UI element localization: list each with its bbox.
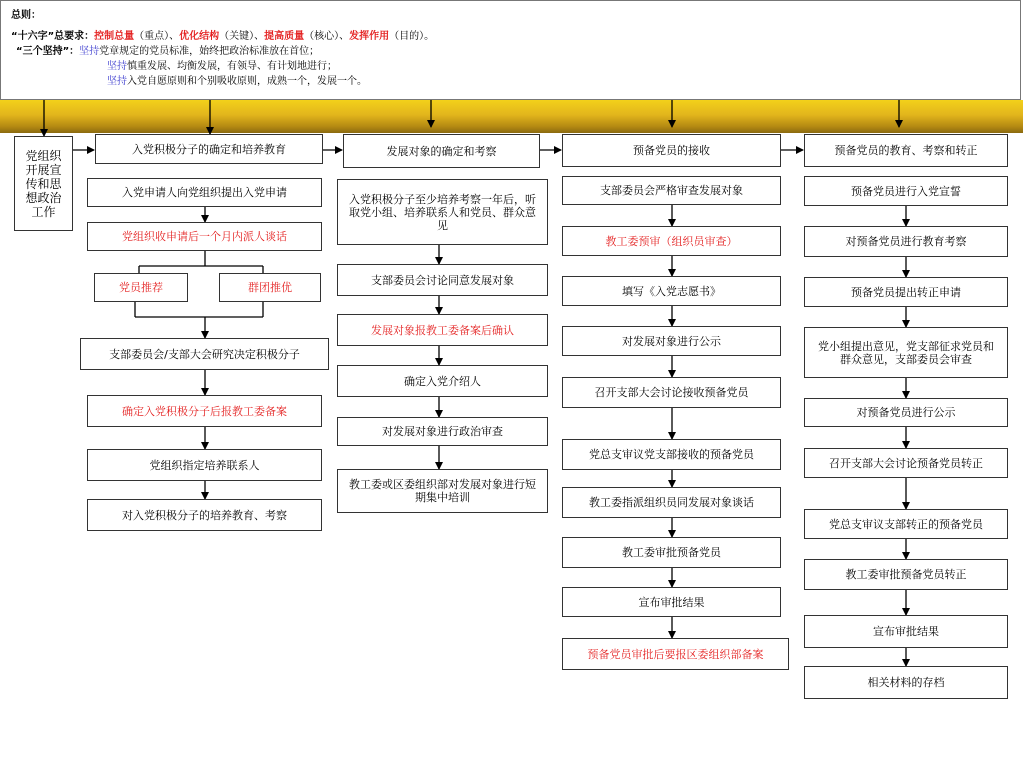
col4-step-oath: 预备党员进行入党宣誓 xyxy=(804,176,1008,206)
col3-title: 预备党员的接收 xyxy=(562,134,781,167)
col4-step-apply-regular: 预备党员提出转正申请 xyxy=(804,277,1008,307)
col1-step-training: 对入党积极分子的培养教育、考察 xyxy=(87,499,322,531)
col3-step-publicity: 对发展对象进行公示 xyxy=(562,326,781,356)
col1-step-decide-activist: 支部委员会/支部大会研究决定积极分子 xyxy=(80,338,329,370)
col4-step-archive: 相关材料的存档 xyxy=(804,666,1008,699)
col2-step-short-training: 教工委或区委组织部对发展对象进行短期集中培训 xyxy=(337,469,548,513)
col1-step-talk: 党组织收申请后一个月内派人谈话 xyxy=(87,222,322,251)
col3-step-announce: 宣布审批结果 xyxy=(562,587,781,617)
req-optimize-note: （关键）、 xyxy=(219,31,265,42)
col2-step-introducer: 确定入党介绍人 xyxy=(337,365,548,397)
persist-keyword: 坚持 xyxy=(79,46,100,57)
col2-step-opinions: 入党积极分子至少培养考察一年后，听取党小组、培养联系人和党员、群众意见 xyxy=(337,179,548,245)
col4-step-publicity: 对预备党员进行公示 xyxy=(804,398,1008,427)
req-quality-note: （核心）、 xyxy=(304,31,350,42)
col4-step-general-branch: 党总支审议支部转正的预备党员 xyxy=(804,509,1008,539)
req-improve-quality: 提高质量 xyxy=(264,31,305,42)
col1-step-group-recommend: 群团推优 xyxy=(219,273,321,302)
header-title: 总则： xyxy=(11,10,41,21)
col3-step-branch-meeting: 召开支部大会讨论接收预备党员 xyxy=(562,377,781,408)
col4-step-announce: 宣布审批结果 xyxy=(804,615,1008,648)
col1-step-application: 入党申请人向党组织提出入党申请 xyxy=(87,178,322,207)
col2-step-filing-confirm: 发展对象报教工委备案后确认 xyxy=(337,314,548,346)
col1-step-contact-person: 党组织指定培养联系人 xyxy=(87,449,322,481)
col1-step-party-recommend: 党员推荐 xyxy=(94,273,188,302)
col4-step-branch-meeting: 召开支部大会讨论预备党员转正 xyxy=(804,448,1008,478)
three-persists-label: “三个坚持”： xyxy=(16,46,80,57)
persist-text: 入党自愿原则和个别吸收原则，成熟一个，发展一个。 xyxy=(127,76,367,87)
persist-keyword: 坚持 xyxy=(107,76,127,87)
persist-text: 党章规定的党员标准，始终把政治标准放在首位； xyxy=(99,46,320,57)
req-play-role: 发挥作用 xyxy=(349,31,390,42)
col2-title: 发展对象的确定和考察 xyxy=(343,134,540,168)
col2-step-political-review: 对发展对象进行政治审查 xyxy=(337,417,548,446)
col1-title: 入党积极分子的确定和培养教育 xyxy=(95,134,323,164)
col4-step-education: 对预备党员进行教育考察 xyxy=(804,226,1008,257)
col4-step-approve: 教工委审批预备党员转正 xyxy=(804,559,1008,590)
req-role-note: （目的）。 xyxy=(389,31,435,42)
col4-step-opinions: 党小组提出意见，党支部征求党员和群众意见，支部委员会审查 xyxy=(804,327,1008,378)
col3-step-prereview: 教工委预审（组织员审查） xyxy=(562,226,781,256)
col1-step-filing: 确定入党积极分子后报教工委备案 xyxy=(87,395,322,427)
col3-step-general-branch: 党总支审议党支部接收的预备党员 xyxy=(562,439,781,470)
col3-step-organizer-talk: 教工委指派组织员同发展对象谈话 xyxy=(562,487,781,518)
col3-step-approve: 教工委审批预备党员 xyxy=(562,537,781,568)
col3-step-application-form: 填写《入党志愿书》 xyxy=(562,276,781,306)
persist-keyword: 坚持 xyxy=(107,61,127,72)
sixteen-label: “十六字”总要求： xyxy=(11,31,95,42)
side-ideological-work-box: 党组织开展宣传和思想政治工作 xyxy=(14,136,73,231)
req-control-total: 控制总量 xyxy=(94,31,135,42)
col3-step-report-filing: 预备党员审批后要报区委组织部备案 xyxy=(562,638,789,670)
persist-text: 慎重发展、均衡发展，有领导、有计划地进行； xyxy=(127,61,337,72)
col3-step-review: 支部委员会严格审查发展对象 xyxy=(562,176,781,205)
col4-title: 预备党员的教育、考察和转正 xyxy=(804,134,1008,167)
req-optimize-structure: 优化结构 xyxy=(179,31,220,42)
req-control-note: （重点）、 xyxy=(134,31,180,42)
col2-step-committee-agree: 支部委员会讨论同意发展对象 xyxy=(337,264,548,296)
